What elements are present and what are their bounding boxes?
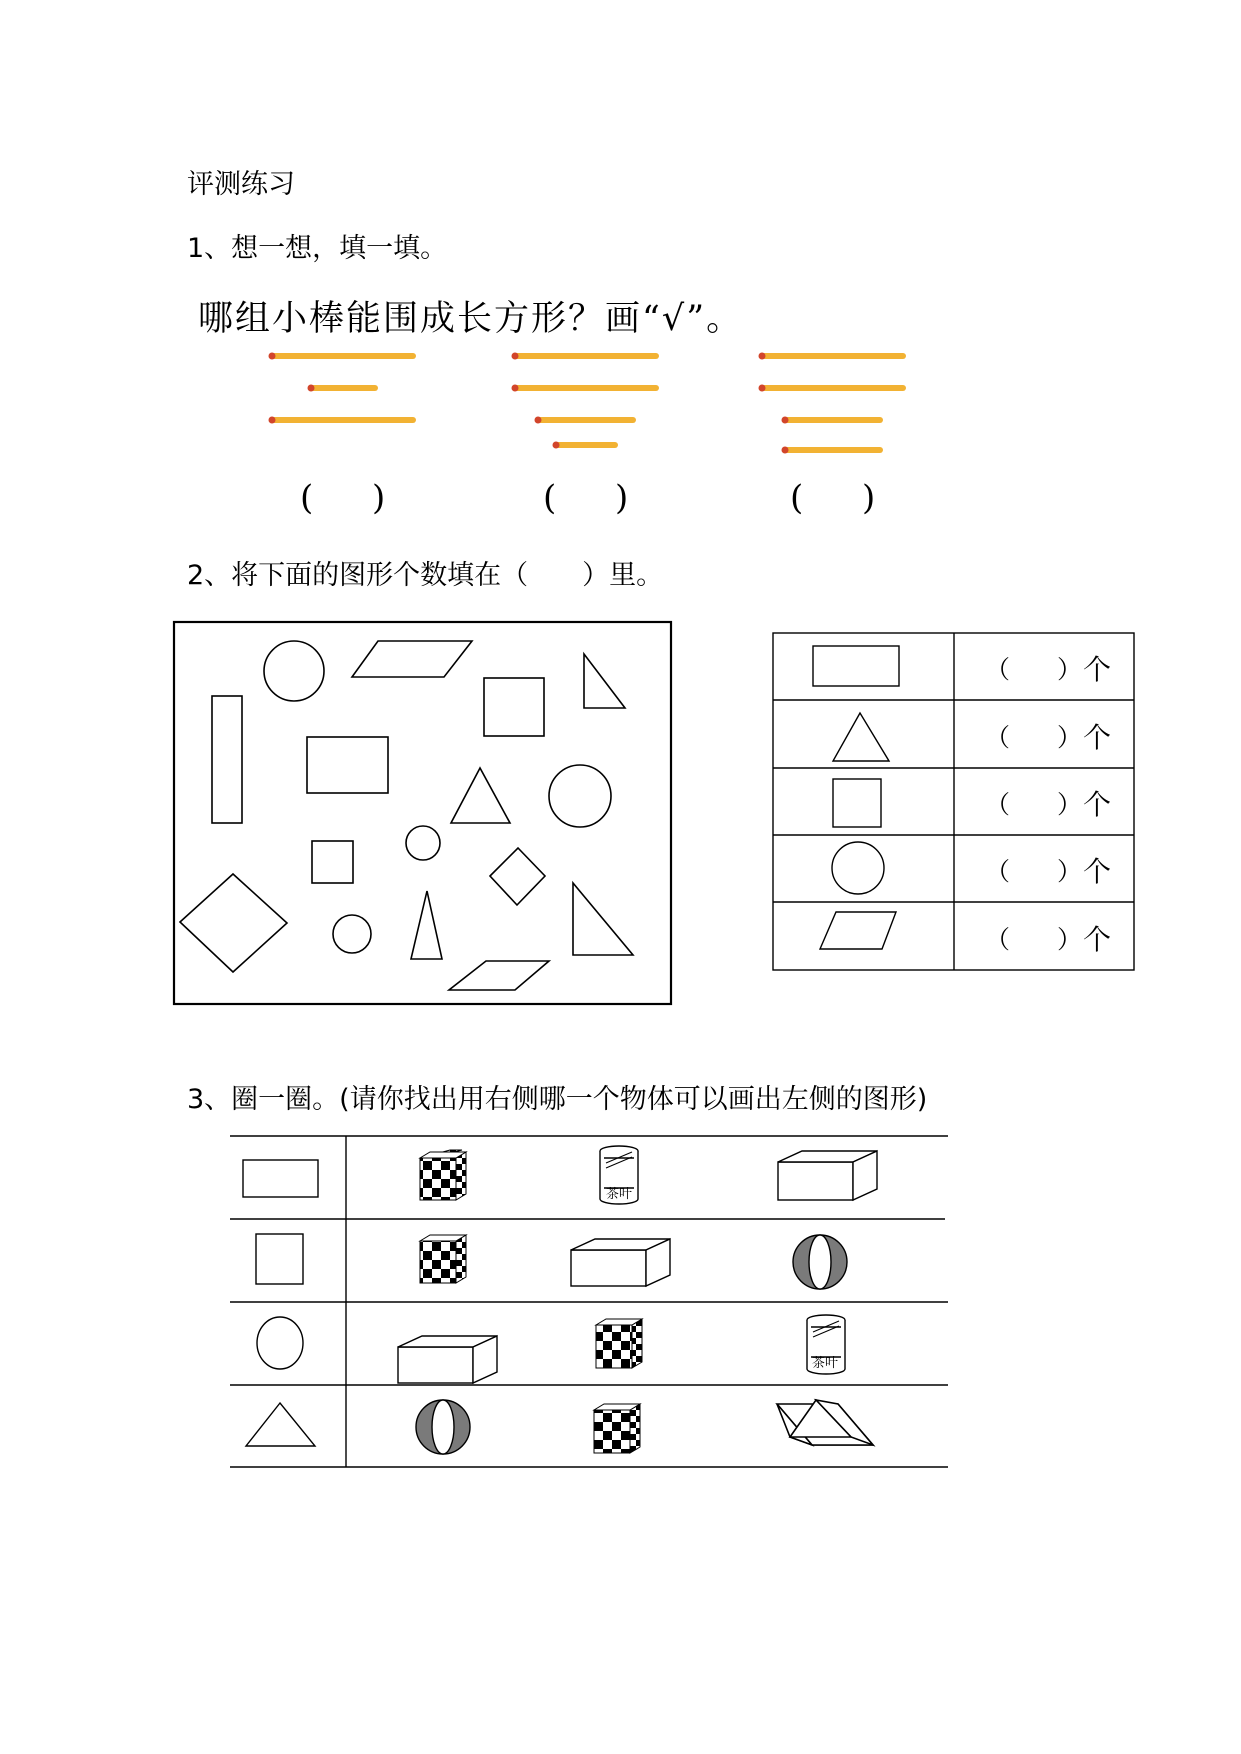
triangle-shape (573, 883, 633, 955)
cuboid-object[interactable] (571, 1239, 670, 1286)
cube-object[interactable] (420, 1150, 466, 1200)
table-circle-icon (832, 842, 884, 894)
stick (269, 417, 417, 424)
question-1-prompt: 哪组小棒能围成长方形？画“√”。 (198, 299, 744, 339)
row-rectangle-shape (243, 1160, 318, 1197)
stick (512, 385, 660, 392)
triangular-prism-object[interactable] (777, 1400, 873, 1445)
triangle-shape (411, 891, 442, 959)
circle-shape (549, 765, 611, 827)
tea-can-label: 茶叶 (606, 1187, 633, 1202)
stick (782, 447, 884, 454)
table-square-icon (833, 779, 881, 827)
parallelogram-shape (449, 961, 549, 990)
shapes-picture (174, 622, 671, 1004)
count-table (773, 633, 1134, 970)
stick (535, 417, 637, 424)
stick (759, 385, 907, 392)
square-shape (484, 678, 544, 736)
stick (269, 353, 417, 360)
question-3-heading: 3、圈一圈。(请你找出用右侧哪一个物体可以画出左侧的图形) (187, 1084, 928, 1115)
row-triangle-shape (246, 1403, 315, 1446)
ball-object[interactable] (416, 1400, 470, 1454)
page-title: 评测练习 (187, 169, 295, 200)
cube-object[interactable] (420, 1235, 466, 1283)
table-rectangle-icon (813, 646, 899, 686)
cuboid-object[interactable] (398, 1336, 497, 1383)
picture-frame (174, 622, 671, 1004)
stick-group-1 (269, 353, 417, 424)
stick (782, 417, 884, 424)
tea-can-label: 茶叶 (812, 1356, 839, 1371)
rectangle-shape (212, 696, 242, 823)
ball-object[interactable] (793, 1235, 847, 1289)
cube-object[interactable] (594, 1404, 640, 1453)
stick (308, 385, 379, 392)
stick (759, 353, 907, 360)
rectangle-shape (180, 874, 287, 972)
cube-object[interactable] (596, 1319, 642, 1368)
square-shape (312, 841, 353, 883)
rectangle-shape (307, 737, 388, 793)
triangle-shape (451, 768, 510, 823)
circle-shape (264, 641, 324, 701)
question-1-heading: 1、想一想，填一填。 (187, 233, 448, 264)
circle-shape (406, 826, 440, 860)
stick-group-2 (512, 353, 660, 449)
row-square-shape (256, 1234, 303, 1284)
question-2-heading: 2、将下面的图形个数填在（ ）里。 (187, 560, 664, 591)
square-shape (490, 848, 545, 905)
table-parallelogram-icon (820, 912, 896, 949)
stick (553, 442, 619, 449)
stick (512, 353, 660, 360)
circle-shape (333, 915, 371, 953)
row-circle-shape (257, 1317, 303, 1369)
parallelogram-shape (352, 641, 472, 677)
cuboid-object[interactable] (778, 1151, 877, 1200)
table-triangle-icon (833, 713, 889, 761)
triangle-shape (584, 654, 625, 708)
stick-group-3 (759, 353, 907, 454)
